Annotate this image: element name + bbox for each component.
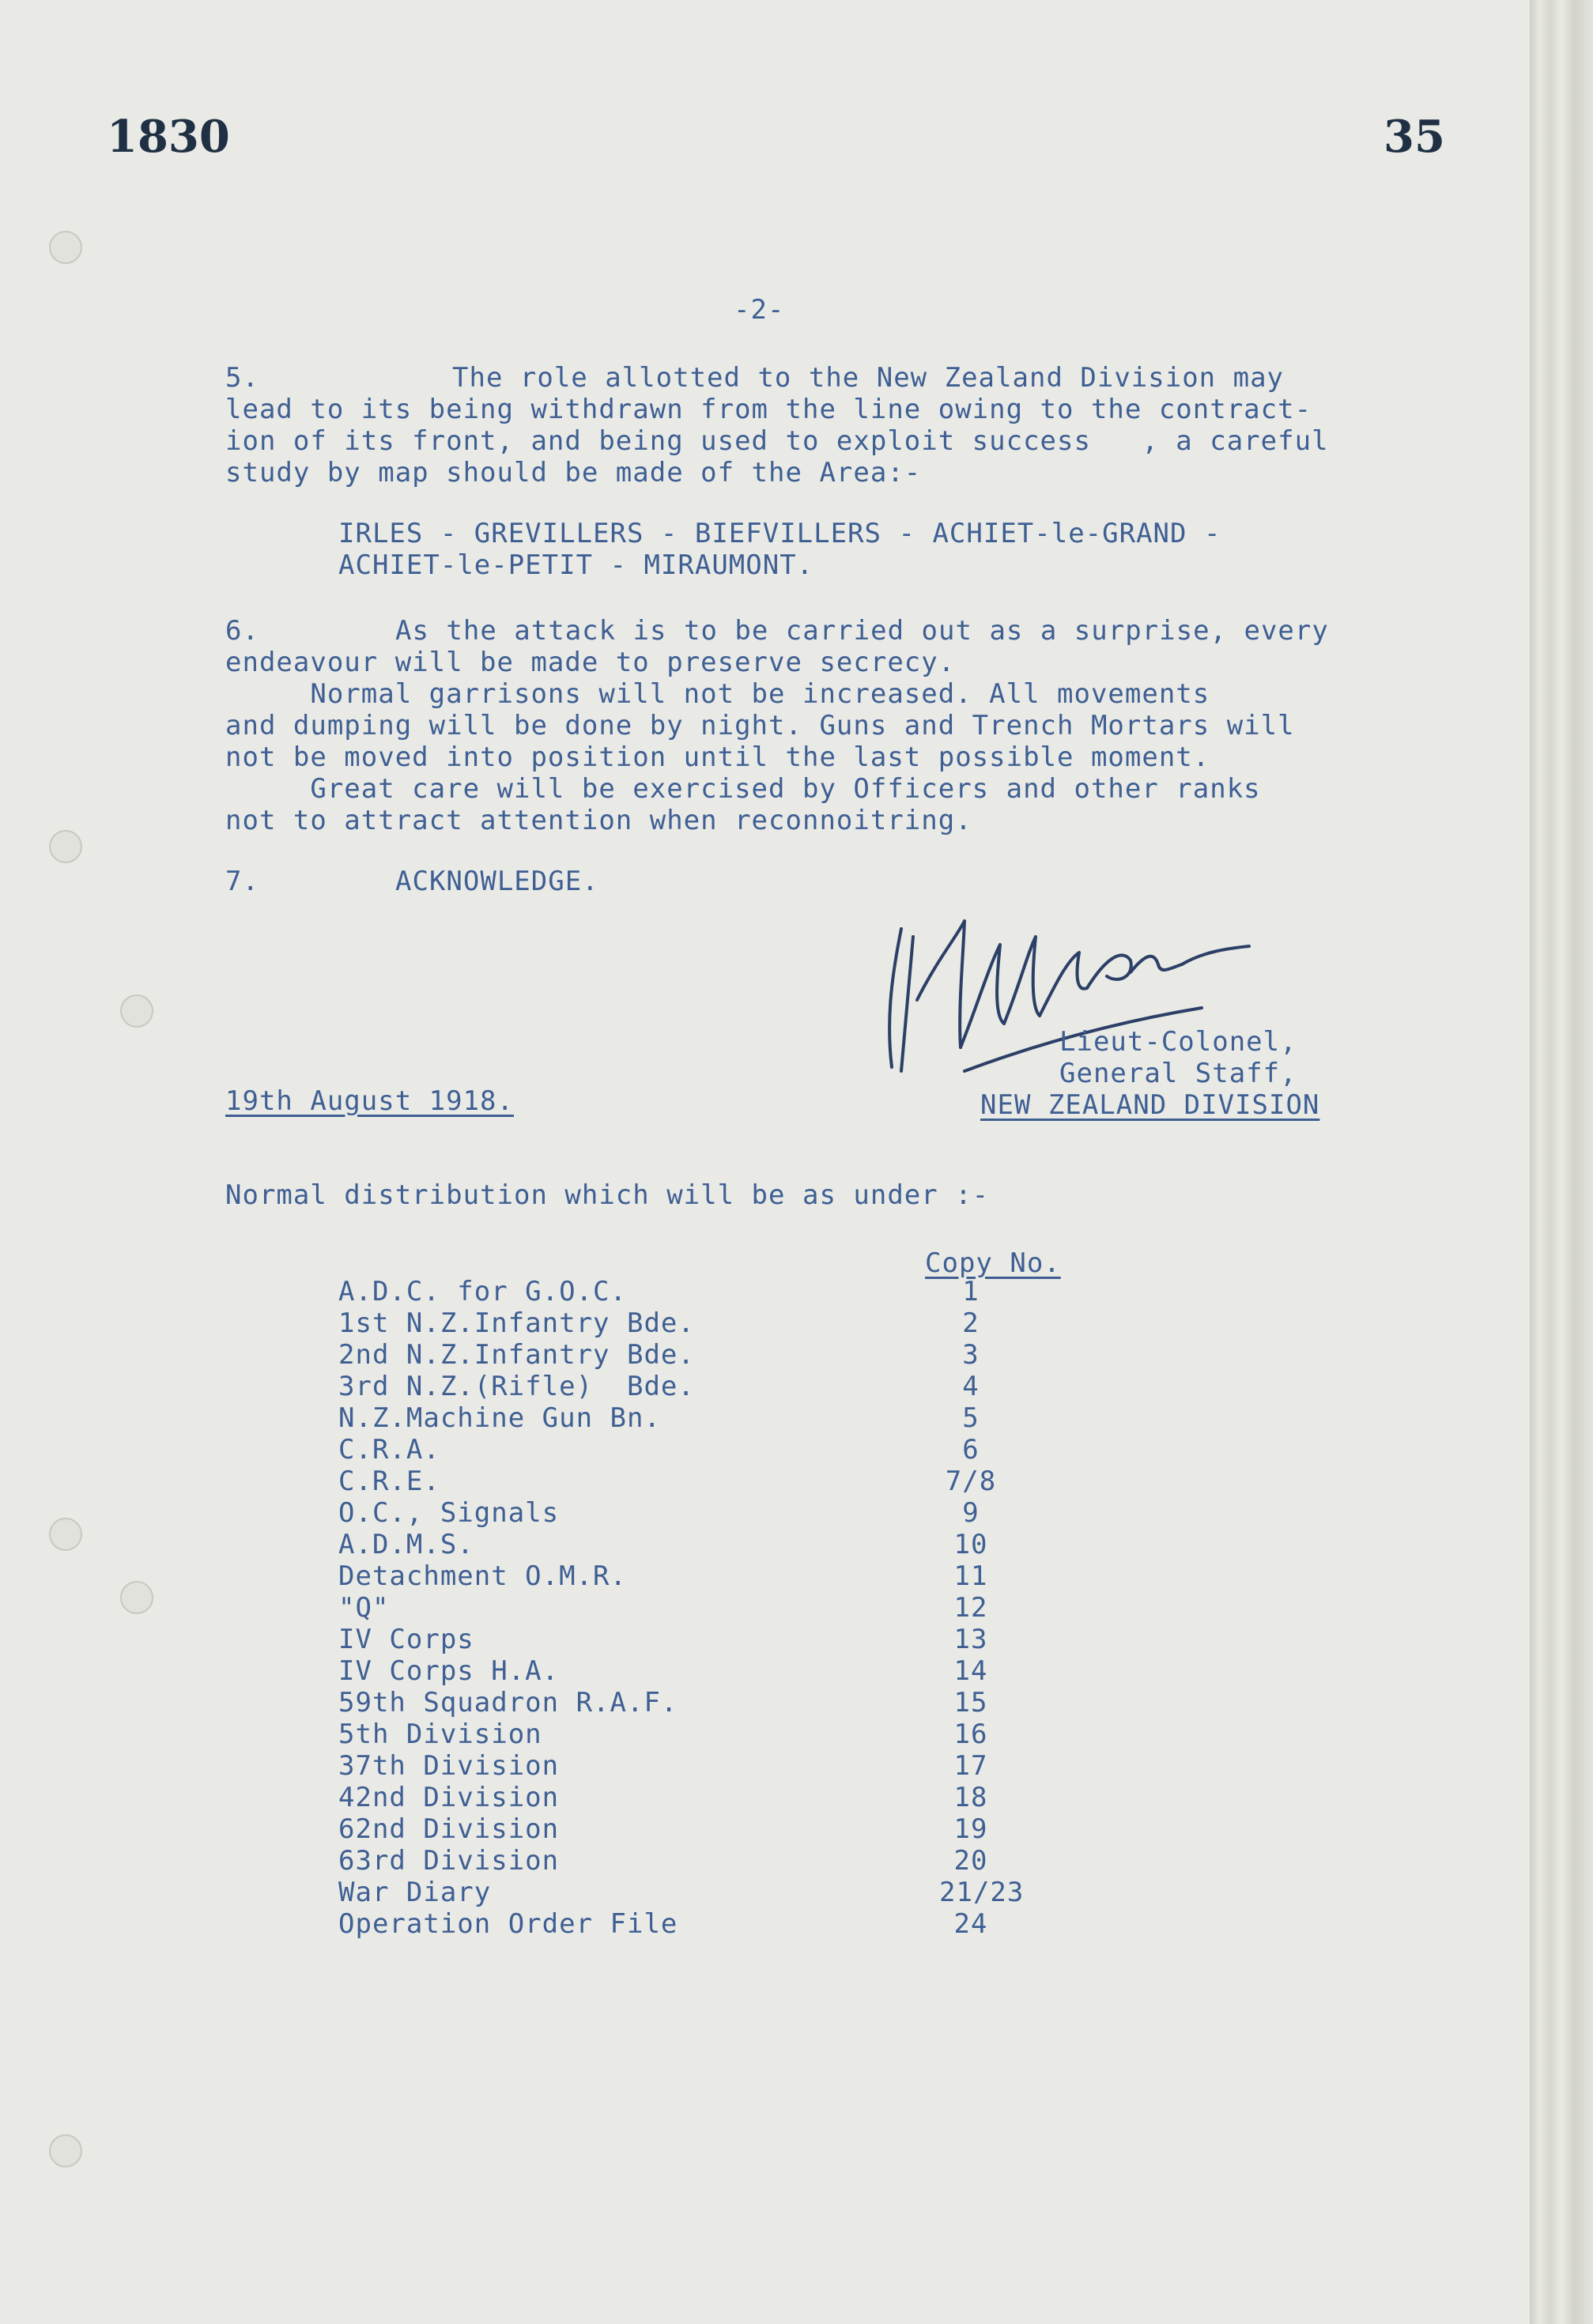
distribution-row	[338, 1434, 1129, 1466]
punch-hole	[120, 1581, 153, 1614]
distribution-copy-number: 16	[953, 1718, 988, 1750]
distribution-unit: C.R.E.	[338, 1466, 440, 1497]
distribution-copy-number: 6	[962, 1434, 980, 1466]
distribution-copy-number: 5	[962, 1402, 980, 1434]
distribution-unit: IV Corps H.A.	[338, 1655, 560, 1687]
signatory-division: NEW ZEALAND DIVISION	[980, 1089, 1320, 1121]
distribution-row	[338, 1813, 1129, 1845]
distribution-copy-number: 9	[962, 1497, 980, 1529]
distribution-copy-number: 24	[953, 1908, 988, 1940]
paragraph-line: Normal garrisons will not be increased. All movements	[225, 678, 1210, 710]
distribution-copy-number: 17	[953, 1750, 988, 1782]
paragraph-line: not to attract attention when reconnoitring.	[225, 805, 972, 836]
distribution-copy-number: 14	[953, 1655, 988, 1687]
distribution-row	[338, 1877, 1129, 1908]
punch-hole	[120, 994, 153, 1028]
distribution-row	[338, 1371, 1129, 1402]
paragraph-number: 5.	[225, 362, 259, 394]
distribution-unit: 5th Division	[338, 1718, 542, 1750]
document-date: 19th August 1918.	[225, 1085, 514, 1117]
distribution-copy-number: 15	[953, 1687, 988, 1718]
paragraph-number: 6.	[225, 615, 259, 647]
area-line: IRLES - GREVILLERS - BIEFVILLERS - ACHIET-le-GRAND -	[338, 518, 1221, 549]
distribution-row	[338, 1845, 1129, 1877]
distribution-unit: 2nd N.Z.Infantry Bde.	[338, 1339, 695, 1371]
copy-number-header: Copy No.	[925, 1247, 1061, 1279]
distribution-unit: 63rd Division	[338, 1845, 560, 1877]
punch-hole	[49, 2134, 82, 2167]
paragraph-line: As the attack is to be carried out as a surprise, every	[395, 615, 1329, 647]
distribution-copy-number: 20	[953, 1845, 988, 1877]
distribution-row	[338, 1750, 1129, 1782]
distribution-row	[338, 1307, 1129, 1339]
distribution-copy-number: 3	[962, 1339, 980, 1371]
distribution-row	[338, 1718, 1129, 1750]
distribution-row	[338, 1276, 1129, 1307]
distribution-unit: 1st N.Z.Infantry Bde.	[338, 1307, 695, 1339]
paragraph-line: not be moved into position until the last possible moment.	[225, 741, 1210, 773]
paragraph-line: and dumping will be done by night. Guns and Trench Mortars will	[225, 710, 1295, 741]
paragraph-line: study by map should be made of the Area:-	[225, 457, 922, 489]
sheet-page-marker: -2-	[734, 294, 785, 326]
distribution-copy-number: 2	[962, 1307, 980, 1339]
distribution-row	[338, 1624, 1129, 1655]
paragraph-line: lead to its being withdrawn from the line owing to the contract-	[225, 394, 1312, 425]
distribution-row	[338, 1592, 1129, 1624]
distribution-copy-number: 1	[962, 1276, 980, 1307]
signatory-rank: Lieut-Colonel,	[1059, 1026, 1297, 1058]
punch-hole	[49, 1518, 82, 1551]
distribution-unit: N.Z.Machine Gun Bn.	[338, 1402, 661, 1434]
distribution-unit: 3rd N.Z.(Rifle) Bde.	[338, 1371, 695, 1402]
distribution-copy-number: 7/8	[945, 1466, 997, 1497]
area-line: ACHIET-le-PETIT - MIRAUMONT.	[338, 549, 814, 581]
distribution-unit: A.D.C. for G.O.C.	[338, 1276, 627, 1307]
punch-hole	[49, 231, 82, 264]
distribution-copy-number: 21/23	[939, 1877, 1025, 1908]
distribution-row	[338, 1466, 1129, 1497]
distribution-row	[338, 1687, 1129, 1718]
distribution-row	[338, 1560, 1129, 1592]
punch-hole	[49, 830, 82, 863]
distribution-unit: IV Corps	[338, 1624, 474, 1655]
distribution-row	[338, 1529, 1129, 1560]
distribution-copy-number: 11	[953, 1560, 988, 1592]
distribution-unit: 59th Squadron R.A.F.	[338, 1687, 678, 1718]
distribution-unit: A.D.M.S.	[338, 1529, 474, 1560]
distribution-row	[338, 1497, 1129, 1529]
distribution-unit: O.C., Signals	[338, 1497, 560, 1529]
distribution-unit: 42nd Division	[338, 1782, 560, 1813]
distribution-copy-number: 4	[962, 1371, 980, 1402]
distribution-unit: "Q"	[338, 1592, 390, 1624]
stacked-page-edges	[1530, 0, 1593, 2324]
distribution-unit: C.R.A.	[338, 1434, 440, 1466]
distribution-row	[338, 1402, 1129, 1434]
distribution-copy-number: 18	[953, 1782, 988, 1813]
distribution-copy-number: 13	[953, 1624, 988, 1655]
distribution-copy-number: 19	[953, 1813, 988, 1845]
distribution-list	[338, 1276, 1129, 1956]
distribution-copy-number: 10	[953, 1529, 988, 1560]
paragraph-line: endeavour will be made to preserve secrecy.	[225, 647, 956, 678]
distribution-row	[338, 1339, 1129, 1371]
distribution-unit: 37th Division	[338, 1750, 560, 1782]
distribution-unit: 62nd Division	[338, 1813, 560, 1845]
file-number: 1830	[107, 111, 230, 163]
distribution-row	[338, 1908, 1129, 1940]
distribution-intro: Normal distribution which will be as under :-	[225, 1179, 990, 1211]
paragraph-line: The role allotted to the New Zealand Division may	[452, 362, 1285, 394]
distribution-row	[338, 1782, 1129, 1813]
paragraph-number: 7.	[225, 866, 259, 897]
distribution-unit: War Diary	[338, 1877, 492, 1908]
paragraph-line: ion of its front, and being used to exploit success , a careful	[225, 425, 1329, 457]
signatory-staff: General Staff,	[1059, 1058, 1297, 1089]
paragraph-line: Great care will be exercised by Officers and other ranks	[225, 773, 1261, 805]
page-number: 35	[1383, 111, 1445, 163]
distribution-copy-number: 12	[953, 1592, 988, 1624]
distribution-unit: Detachment O.M.R.	[338, 1560, 627, 1592]
acknowledge-text: ACKNOWLEDGE.	[395, 866, 599, 897]
distribution-unit: Operation Order File	[338, 1908, 678, 1940]
distribution-row	[338, 1655, 1129, 1687]
